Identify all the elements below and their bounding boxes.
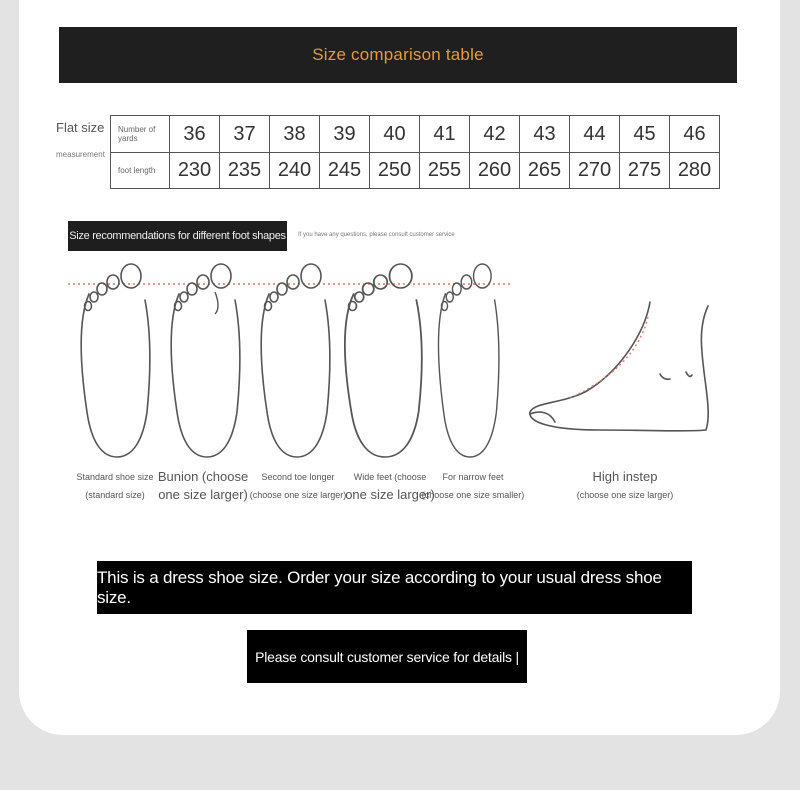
length-cell: 270 <box>570 153 620 189</box>
length-row <box>111 153 720 189</box>
recommendations-note: If you have any questions, please consult customer service <box>298 232 455 238</box>
recommendations-title: Size recommendations for different foot shapes <box>69 230 286 242</box>
caption-line2: one size larger) <box>345 487 435 502</box>
page-title: Size comparison table <box>312 45 484 64</box>
length-cell: 230 <box>170 153 220 189</box>
wide-foot-icon <box>345 264 422 457</box>
length-cell: 250 <box>370 153 420 189</box>
bunion-foot-icon <box>171 264 240 457</box>
size-cell: 37 <box>220 116 270 153</box>
caption-high-instep <box>565 468 685 504</box>
length-cell: 245 <box>320 153 370 189</box>
size-cell: 36 <box>170 116 220 153</box>
size-table <box>110 115 720 189</box>
caption-line2: (standard size) <box>85 490 145 500</box>
size-cell: 40 <box>370 116 420 153</box>
length-cell: 275 <box>620 153 670 189</box>
narrow-foot-icon <box>439 264 499 457</box>
size-cell: 42 <box>470 116 520 153</box>
caption-line2: (choose one size larger) <box>576 490 674 500</box>
recommendations-title-bar <box>68 221 287 251</box>
flat-size-label: Flat size <box>56 120 105 135</box>
size-cell: 41 <box>420 116 470 153</box>
size-cell: 38 <box>270 116 320 153</box>
caption-line1: Standard shoe size <box>76 472 154 482</box>
size-cell: 46 <box>670 116 720 153</box>
size-cell: 39 <box>320 116 370 153</box>
second-toe-longer-foot-icon <box>261 264 330 457</box>
size-cell: 44 <box>570 116 620 153</box>
length-cell: 280 <box>670 153 720 189</box>
caption-line1: High instep <box>592 469 658 484</box>
size-row-header: Number of yards <box>111 116 170 153</box>
length-cell: 235 <box>220 153 270 189</box>
standard-foot-icon <box>81 264 150 457</box>
foot-shape-illustrations <box>0 262 800 462</box>
consult-notice-text: Please consult customer service for details | <box>255 648 519 665</box>
caption-line2: (choose one size larger) <box>249 490 347 500</box>
consult-notice <box>247 630 527 683</box>
caption-line1: Bunion (choose <box>157 469 249 484</box>
caption-bunion <box>148 468 258 504</box>
high-instep-foot-icon <box>530 302 708 431</box>
length-cell: 260 <box>470 153 520 189</box>
size-row <box>111 116 720 153</box>
instep-guide-line <box>570 317 648 398</box>
caption-line1: For narrow feet <box>442 472 504 482</box>
title-bar <box>59 27 737 83</box>
caption-narrow <box>418 468 528 504</box>
measurement-label: measurement <box>56 150 105 159</box>
length-cell: 240 <box>270 153 320 189</box>
caption-line1: Wide feet (choose <box>353 472 427 482</box>
length-cell: 265 <box>520 153 570 189</box>
dress-shoe-notice <box>97 561 692 614</box>
caption-line1: Second toe longer <box>261 472 335 482</box>
size-cell: 45 <box>620 116 670 153</box>
dress-shoe-notice-text: This is a dress shoe size. Order your size according to your usual dress shoe size. <box>97 567 662 607</box>
length-cell: 255 <box>420 153 470 189</box>
length-row-header: foot length <box>111 153 170 189</box>
caption-line2: (choose one size smaller) <box>421 490 525 500</box>
caption-line2: one size larger) <box>158 487 248 502</box>
size-cell: 43 <box>520 116 570 153</box>
